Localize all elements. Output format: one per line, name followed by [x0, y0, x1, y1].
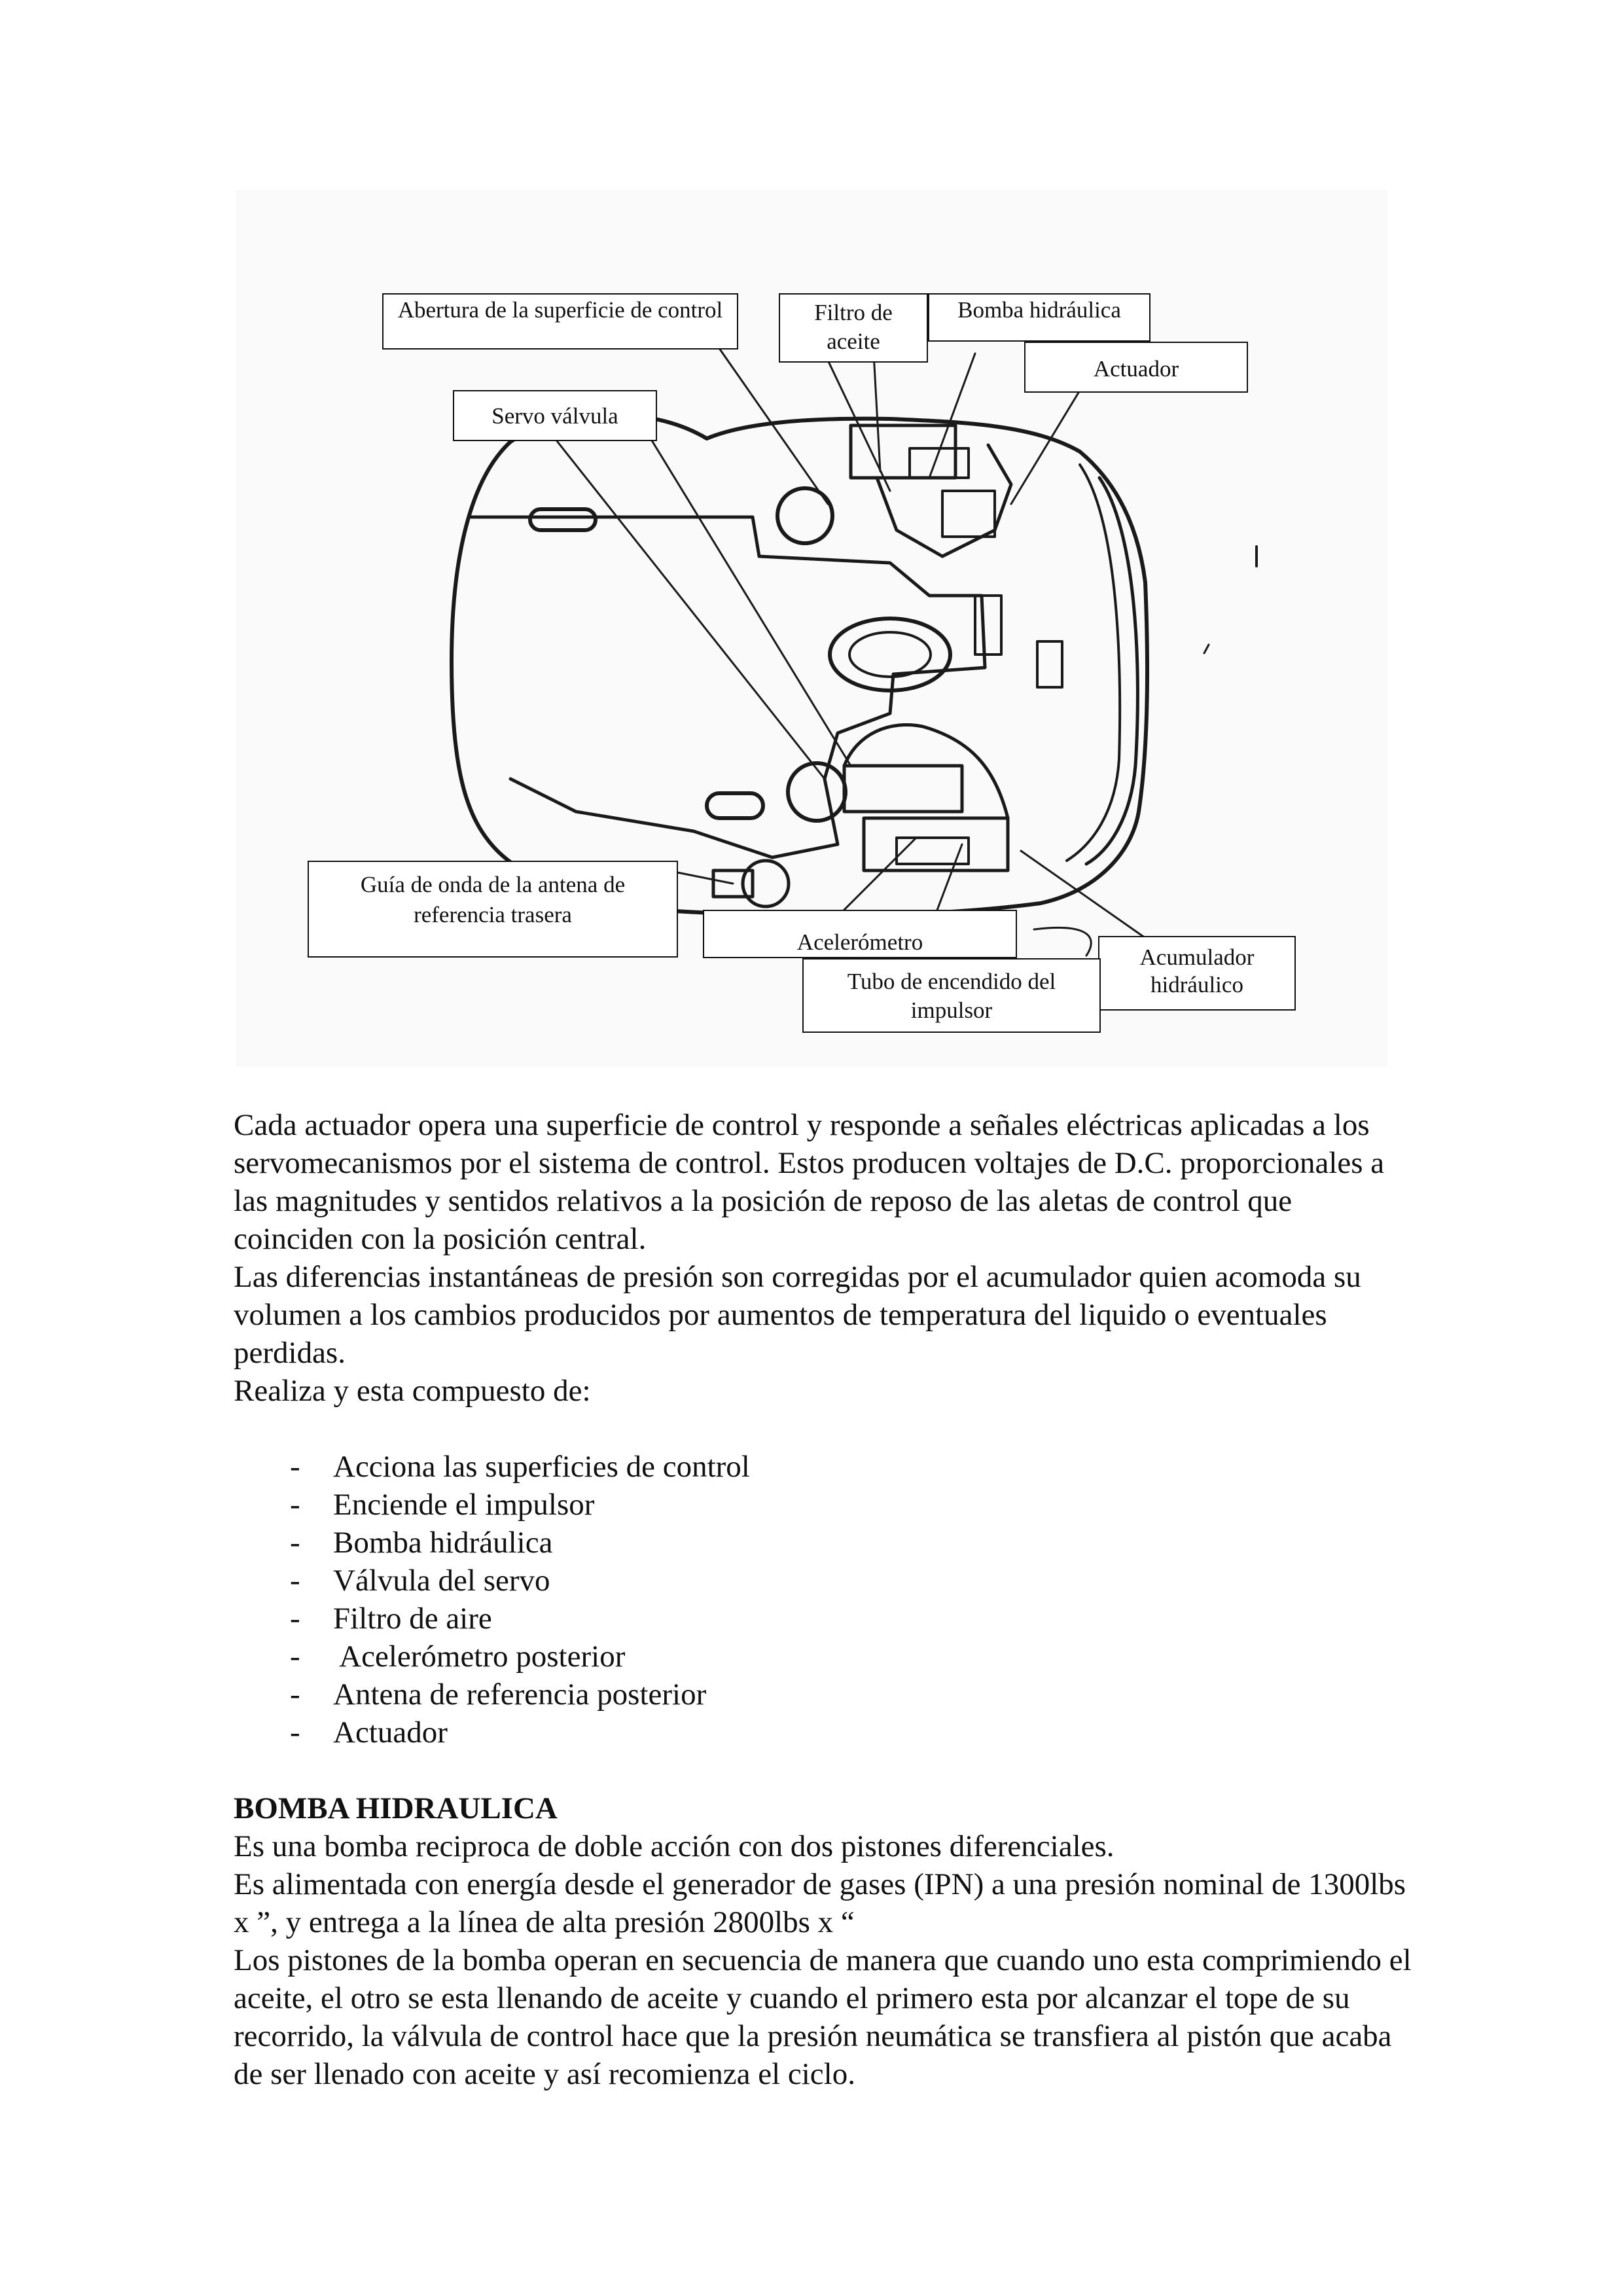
callout-guia-text: Guía de onda de la antena de referencia trasera	[360, 872, 626, 927]
list-item	[234, 1486, 1412, 1524]
callout-servo-text: Servo válvula	[491, 403, 618, 429]
list-item-text: Bomba hidráulica	[333, 1526, 553, 1560]
list-dash: -	[290, 1640, 300, 1674]
list-dash: -	[290, 1715, 300, 1749]
list-item	[234, 1600, 1412, 1638]
section-paragraph-3: Los pistones de la bomba operan en secuencia de manera que cuando uno esta comprimiendo el aceite, el otro se esta llenando de aceite y cuando el primero esta por alcanzar el tope de su recorrido, la válvula de control hace que la presión neumática se transfiera al pistón que acaba de ser llenado con aceite y así recomienza el ciclo.	[234, 1943, 1412, 2091]
callout-acumulador-text: Acumulador hidráulico	[1139, 944, 1255, 997]
section-heading: BOMBA HIDRAULICA	[234, 1791, 558, 1825]
list-item	[234, 1676, 1412, 1713]
list-dash: -	[290, 1564, 300, 1598]
list-item	[234, 1524, 1412, 1562]
list-item	[234, 1562, 1412, 1600]
callout-bomba	[928, 293, 1150, 342]
intro-paragraph-1: Cada actuador opera una superficie de control y responde a señales eléctricas aplicadas a los servomecanismos por el sistema de control. Estos producen voltajes de D.C. proporcionales a las magnitudes y sentidos relativos a la posición de reposo de las aletas de control que coinciden con la posición central.	[234, 1108, 1385, 1256]
components-list	[234, 1448, 1412, 1751]
list-item-text: Acelerómetro posterior	[333, 1640, 626, 1674]
callout-tubo-text: Tubo de encendido del impulsor	[847, 969, 1056, 1023]
document-body	[234, 1106, 1412, 2093]
section-paragraph-1: Es una bomba reciproca de doble acción con dos pistones diferenciales.	[234, 1829, 1115, 1863]
callout-abertura	[382, 293, 738, 350]
list-dash: -	[290, 1526, 300, 1560]
list-dash: -	[290, 1450, 300, 1484]
callout-acumulador	[1098, 936, 1296, 1011]
callout-servo	[453, 390, 657, 441]
section-paragraph-2: Es alimentada con energía desde el generador de gases (IPN) a una presión nominal de 1300lbs x ”, y entrega a la línea de alta presión 2800lbs x “	[234, 1867, 1406, 1939]
list-item	[234, 1638, 1412, 1676]
list-item	[234, 1713, 1412, 1751]
list-dash: -	[290, 1488, 300, 1522]
callout-actuador	[1024, 342, 1248, 393]
list-item-text: Antena de referencia posterior	[333, 1677, 707, 1712]
callout-filtro	[779, 293, 928, 363]
callout-filtro-text: Filtro de aceite	[814, 300, 893, 354]
list-dash: -	[290, 1677, 300, 1712]
list-item-text: Enciende el impulsor	[333, 1488, 595, 1522]
intro-paragraph-2: Las diferencias instantáneas de presión son corregidas por el acumulador quien acomoda su volumen a los cambios producidos por aumentos de temperatura del liquido o eventuales perdidas.	[234, 1260, 1361, 1370]
callout-actuador-text: Actuador	[1093, 356, 1179, 382]
callout-guia	[308, 861, 678, 958]
callout-abertura-text: Abertura de la superficie de control	[397, 297, 723, 323]
list-item-text: Filtro de aire	[333, 1602, 492, 1636]
callout-acelerometro-text: Acelerómetro	[796, 929, 923, 955]
callout-acelerometro	[703, 910, 1017, 958]
list-item-text: Actuador	[333, 1715, 448, 1749]
list-item-text: Acciona las superficies de control	[333, 1450, 750, 1484]
list-item-text: Válvula del servo	[333, 1564, 550, 1598]
intro-paragraph-3: Realiza y esta compuesto de:	[234, 1374, 591, 1408]
hydraulic-assembly-figure	[236, 190, 1387, 1067]
callout-bomba-text: Bomba hidráulica	[957, 297, 1121, 323]
callout-tubo	[802, 958, 1101, 1033]
list-item	[234, 1448, 1412, 1486]
list-dash: -	[290, 1602, 300, 1636]
